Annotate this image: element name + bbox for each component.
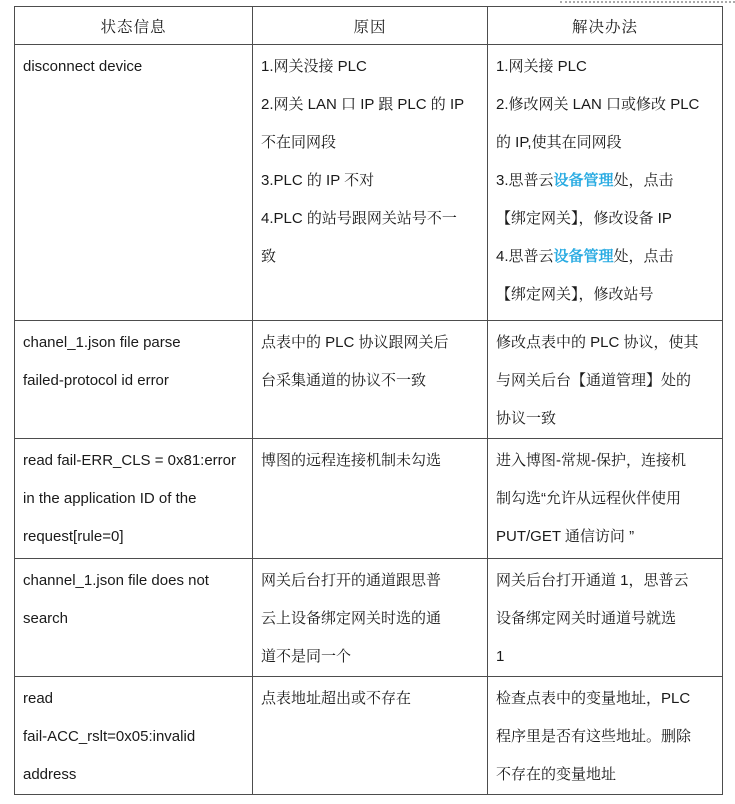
cell-line (23, 518, 246, 556)
text-segment: 点表地址超出或不存在 (261, 690, 412, 707)
text-segment: search (23, 610, 69, 627)
troubleshooting-table (14, 6, 723, 795)
table-row (15, 559, 723, 677)
cell-line (496, 756, 716, 794)
cell-cause (253, 677, 488, 795)
text-segment: 设备绑定网关时通道号就选 (496, 610, 677, 627)
cell-line (261, 324, 481, 362)
cell-line (496, 518, 716, 556)
text-segment: 程序里是否有这些地址。删除 (496, 728, 692, 745)
cell-line (261, 442, 481, 480)
cell-line (261, 48, 481, 86)
cell-cause (253, 559, 488, 677)
text-segment: channel_1.json file does not (23, 572, 209, 589)
cell-line (23, 562, 246, 600)
cell-line (23, 442, 246, 480)
device-management-highlight: 设备管理 (553, 248, 614, 265)
cell-line (496, 718, 716, 756)
text-segment: 点表中的 PLC 协议跟网关后 (261, 334, 449, 351)
text-segment: 1 (496, 648, 505, 665)
cell-line (496, 680, 716, 718)
cell-line (23, 680, 246, 718)
cell-cause (253, 439, 488, 559)
cell-line (496, 324, 716, 362)
text-segment: fail-ACC_rslt=0x05:invalid (23, 728, 196, 745)
cell-line (261, 200, 481, 238)
text-segment: 不在同网段 (261, 134, 337, 151)
cell-line (496, 638, 716, 676)
cell-line (261, 238, 481, 276)
text-segment: 处，点击 (613, 172, 674, 189)
cell-line (496, 442, 716, 480)
cell-line (23, 756, 246, 794)
cell-line (496, 562, 716, 600)
device-management-highlight: 设备管理 (553, 172, 614, 189)
cell-line (496, 362, 716, 400)
cell-line (496, 276, 716, 314)
text-segment: 修改点表中的 PLC 协议，使其 (496, 334, 699, 351)
column-header-solution: 解决办法 (488, 7, 723, 45)
text-segment: address (23, 766, 77, 783)
text-segment: 4.PLC 的站号跟网关站号不一 (261, 210, 457, 227)
text-segment: 3.思普云 (496, 172, 554, 189)
cell-line (261, 600, 481, 638)
cell-line (496, 86, 716, 124)
text-segment: 【绑定网关】，修改站号 (496, 286, 654, 303)
cell-line (261, 562, 481, 600)
cell-status (15, 559, 253, 677)
cell-line (496, 124, 716, 162)
cell-solution (488, 559, 723, 677)
cell-line (496, 600, 716, 638)
text-segment: 网关后台打开的通道跟思普 (261, 572, 442, 589)
text-segment: 1.网关接 PLC (496, 58, 587, 75)
text-segment: chanel_1.json file parse (23, 334, 181, 351)
text-segment: 致 (261, 248, 277, 265)
cell-line (496, 200, 716, 238)
text-segment: 处，点击 (613, 248, 674, 265)
table-row (15, 677, 723, 795)
cell-status (15, 677, 253, 795)
cell-line (496, 162, 716, 200)
cell-line (23, 600, 246, 638)
text-segment: 3.PLC 的 IP 不对 (261, 172, 375, 189)
text-segment: 道不是同一个 (261, 648, 352, 665)
table-row (15, 321, 723, 439)
top-dotted-line (560, 1, 735, 3)
text-segment: 的 IP,使其在同网段 (496, 134, 622, 151)
cell-line (496, 480, 716, 518)
cell-cause (253, 321, 488, 439)
table-body (15, 45, 723, 795)
text-segment: failed-protocol id error (23, 372, 169, 389)
column-header-cause: 原因 (253, 7, 488, 45)
text-segment: 博图的远程连接机制未勾选 (261, 452, 442, 469)
text-segment: 2.网关 LAN 口 IP 跟 PLC 的 IP (261, 96, 465, 113)
table-row (15, 45, 723, 321)
text-segment: read (23, 690, 54, 707)
text-segment: 台采集通道的协议不一致 (261, 372, 427, 389)
text-segment: 4.思普云 (496, 248, 554, 265)
cell-line (261, 638, 481, 676)
cell-line (496, 238, 716, 276)
cell-line (23, 324, 246, 362)
cell-status (15, 439, 253, 559)
text-segment: 1.网关没接 PLC (261, 58, 367, 75)
cell-solution (488, 677, 723, 795)
cell-status (15, 45, 253, 321)
text-segment: 检查点表中的变量地址，PLC (496, 690, 691, 707)
cell-line (261, 680, 481, 718)
cell-solution (488, 439, 723, 559)
text-segment: 【绑定网关】，修改设备 IP (496, 210, 672, 227)
text-segment: 不存在的变量地址 (496, 766, 617, 783)
text-segment: 协议一致 (496, 410, 557, 427)
text-segment: 与网关后台【通道管理】处的 (496, 372, 692, 389)
cell-line (261, 362, 481, 400)
text-segment: 2.修改网关 LAN 口或修改 PLC (496, 96, 700, 113)
cell-line (23, 48, 246, 86)
cell-line (496, 48, 716, 86)
cell-solution (488, 45, 723, 321)
text-segment: 制勾选“允许从远程伙伴使用 (496, 490, 681, 507)
text-segment: 进入博图-常规-保护，连接机 (496, 452, 686, 469)
cell-line (23, 718, 246, 756)
table-header-row (15, 7, 723, 45)
text-segment: 网关后台打开通道 1，思普云 (496, 572, 689, 589)
table-row (15, 439, 723, 559)
cell-line (23, 362, 246, 400)
cell-line (261, 162, 481, 200)
cell-line (261, 86, 481, 124)
text-segment: request[rule=0] (23, 528, 124, 545)
text-segment: PUT/GET 通信访问 ” (496, 528, 635, 545)
cell-cause (253, 45, 488, 321)
cell-line (23, 480, 246, 518)
cell-status (15, 321, 253, 439)
column-header-status: 状态信息 (15, 7, 253, 45)
text-segment: disconnect device (23, 58, 143, 75)
text-segment: in the application ID of the (23, 490, 197, 507)
text-segment: 云上设备绑定网关时选的通 (261, 610, 442, 627)
cell-line (496, 400, 716, 438)
cell-solution (488, 321, 723, 439)
cell-line (261, 124, 481, 162)
text-segment: read fail-ERR_CLS = 0x81:error (23, 452, 237, 469)
